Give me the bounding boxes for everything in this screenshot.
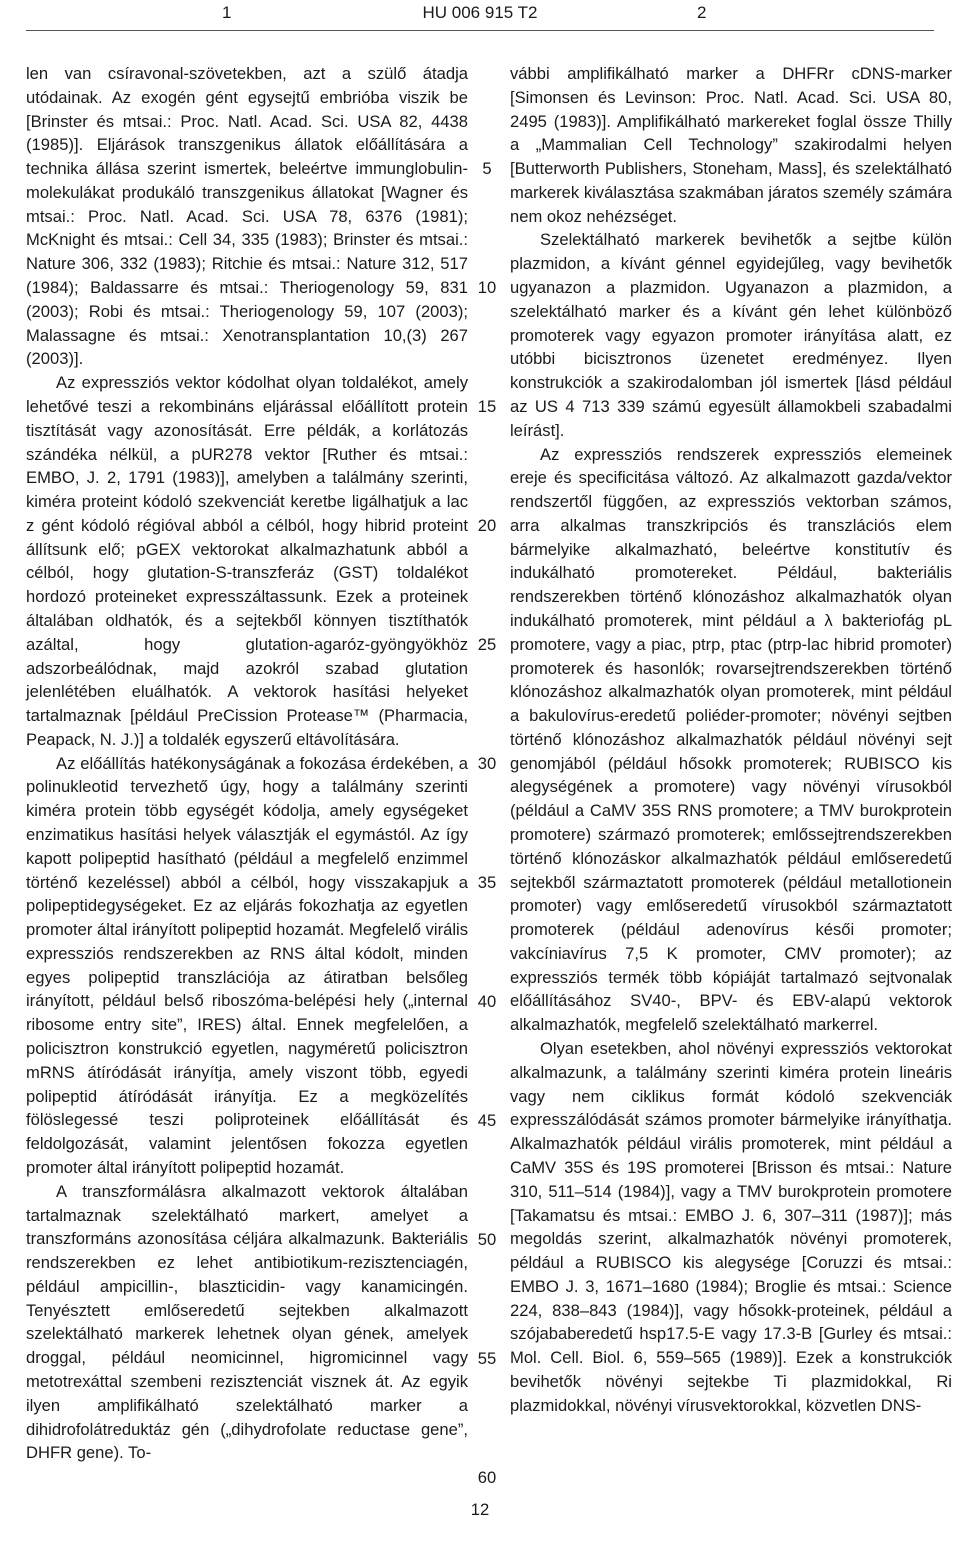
paragraph: Az expressziós vektor kódolhat olyan toldalékot, amely lehetővé teszi a rekombináns eljárással előállított protein tisztítását vagy azonosítását. Erre példák, a korlátozás szándéka nélkül, a pUR278 vektor [Ruther és mtsai.: EMBO, J. 2, 1791 (1983)], amelyben a találmány szerinti, kiméra proteint kódoló szekvenciát keretbe ligálhatjuk a lac z gént kódoló régióval abból a célból, hogy hibrid proteint állítsunk elő; pGEX vektorokat alkalmazhatunk abból a célból, hogy glutation-S-transzferáz (GST) toldalékot hordozó proteineket expresszáltassunk. Ezek a proteinek általában oldhatók, és a sejtekből könnyen tisztíthatók azáltal, hogy glutation-agaróz-gyöngyökhöz adszorbeálódnak, majd azokról szabad glutation jelenlétében eluálhatók. A vektorok hasítási helyeket tartalmaznak [például PreCission Protease™ (Pharmacia, Peapack, N. J.)] a toldalék egyszerű eltávolítására. (26, 373, 468, 749)
line-number: 25 (477, 635, 497, 654)
right-text-column (510, 62, 952, 1418)
paragraph: Az expressziós rendszerek expressziós elemeinek ereje és specificitása változó. Az alkalmazott gazda/vektor rendszertől függően, az expressziós vektorban számos, arra alkalmas transzkripciós és transzlációs elem bármelyike alkalmazható, beleértve konstitutív és indukálható promotereket. Például, bakteriális rendszerekben történő klónozáshoz alkalmazhatók olyan indukálható promoterek, mint például a λ bakteriofág pL promotere, vagy a piac, ptrp, ptac (ptrp-lac hibrid promoter) promoterek és hasonlók; rovarsejtrendszerekben történő klónozáshoz alkalmazhatók olyan promoterek, mint például a bakulovírus-eredetű poliéder-promoter; növényi sejtben történő klónozáshoz alkalmazhatók például növényi sejt genomjából (például hősokk promoterek; RUBISCO kis alegységének a promotere) vagy növényi vírusokból (például a CaMV 35S RNS promotere; a TMV burokprotein promotere) származó promoterek; emlőssejtrendszerekben történő klónozáskor alkalmazhatók például emlőseredetű sejtekből származtatott promoterek (például metallotionein promoter) vagy emlőseredetű vírusokból származtatott promoterek (például adenovírus késői promoter; vakcíniavírus 7,5 K promoter, CMV promoter); az expressziós termék több kópiáját tartalmazó sejtvonalak előállításához SV40-, BPV- és EBV-alapú vektorok alkalmazhatók, megfelelő szelektálható markerrel. (510, 444, 952, 1035)
left-column-number: 1 (222, 3, 232, 22)
line-number: 20 (477, 516, 497, 535)
line-number: 5 (482, 159, 492, 178)
header-divider (26, 30, 934, 31)
right-column-number: 2 (697, 3, 707, 22)
paragraph: vábbi amplifikálható marker a DHFRr cDNS-marker [Simonsen és Levinson: Proc. Natl. Acad. Sci. USA 80, 2495 (1983)]. Amplifikálható markereket foglal össze Thilly a „Mammalian Cell Technology” szakirodalmi helyen [Butterworth Publishers, Stoneham, Mass], és szelektálható markerek kiválasztása szakmában járatos személy számára nem okoz nehézséget. (510, 64, 952, 226)
line-number: 40 (477, 992, 497, 1011)
page-header (0, 0, 960, 34)
page-number: 12 (470, 1500, 490, 1519)
paragraph: A transzformálásra alkalmazott vektorok általában tartalmaznak szelektálható markert, amelyet a transzformáns azonosítása céljára alkalmazunk. Bakteriális rendszerekben ez lehet antibiotikum-rezisztenciagén, például ampicillin-, blaszticidin- vagy kanamicingén. Tenyésztett emlőseredetű sejtekben alkalmazott szelektálható markerek lehetnek olyan gének, amelyek droggal, például neomicinnel, higromicinnel vagy metotrexáttal szembeni rezisztenciát visznek át. Az egyik ilyen amplifikálható szelektálható marker a dihidrofolátreduktáz gén („dihydrofolate reductase gene”, DHFR gene). To- (26, 1181, 468, 1463)
paragraph: len van csíravonal-szövetekben, azt a szülő átadja utódainak. Az exogén gént egysejtű embrióba viszik be [Brinster és mtsai.: Proc. Natl. Acad. Sci. USA 82, 4438 (1985)]. Eljárások transzgenikus állatok előállítására a technika állása szerint ismertek, beleértve immunglobulin-molekulákat produkáló transzgenikus állatokat [Wagner és mtsai.: Proc. Natl. Acad. Sci. USA 78, 6376 (1981); McKnight és mtsai.: Cell 34, 335 (1983); Brinster és mtsai.: Nature 306, 332 (1983); Ritchie és mtsai.: Nature 312, 517 (1984); Baldassarre és mtsai.: Theriogenology 59, 831 (2003); Robi és mtsai.: Theriogenology 59, 107 (2003); Malassagne és mtsai.: Xenotransplantation 10,(3) 267 (2003)]. (26, 64, 468, 369)
line-number: 30 (477, 754, 497, 773)
line-number: 10 (477, 278, 497, 297)
left-text-column (26, 62, 468, 1465)
document-id: HU 006 915 T2 (422, 3, 538, 22)
line-number: 60 (477, 1468, 497, 1487)
paragraph: Olyan esetekben, ahol növényi expressziós vektorokat alkalmazunk, a találmány szerinti kiméra protein lineáris vagy nem ciklikus formát kódoló szekvenciák expresszálódását számos promoter bármelyike irányíthatja. Alkalmazhatók például virális promoterek, mint például a CaMV 35S és 19S promoterei [Brisson és mtsai.: Nature 310, 511–514 (1984)], vagy a TMV burokprotein promotere [Takamatsu és mtsai.: EMBO J. 6, 307–311 (1987)]; más megoldás szerint, alkalmazhatók növényi promoterek, például a RUBISCO kis alegysége [Coruzzi és mtsai.: EMBO J. 3, 1671–1680 (1984); Broglie és mtsai.: Science 224, 838–843 (1984)], vagy hősokk-proteinek, például a szójababeredetű hsp17.5-E vagy 17.3-B [Gurley és mtsai.: Mol. Cell. Biol. 6, 559–565 (1989)]. Ezek a konstrukciók bevihetők növényi sejtekbe Ti plazmidokkal, Ri plazmidokkal, növényi vírusvektorokkal, közvetlen DNS- (510, 1039, 952, 1415)
paragraph: Szelektálható markerek bevihetők a sejtbe külön plazmidon, a kívánt génnel egyidejűleg, vagy bevihetők ugyanazon a plazmidon. Ugyanazon a plazmidon, a szelektálható marker és a kívánt gén lehet különböző promoterek vagy egyazon promoter irányítása alatt, ez utóbbi bicisztronos üzenetet eredményez. Ilyen konstrukciók a szakirodalomban jól ismertek [lásd például az US 4 713 339 számú egyesült államokbeli szabadalmi leírást]. (510, 230, 952, 440)
paragraph: Az előállítás hatékonyságának a fokozása érdekében, a polinukleotid tervezhető úgy, hogy a találmány szerinti kiméra protein több egységét kódolja, amely egységeket enzimatikus hasítási helyek választják el egymástól. Az így kapott polipeptid hasítható (például a megfelelő enzimmel történő kezeléssel) abból a célból, hogy visszakapjuk a polipeptidegységeket. Ez az eljárás fokozhatja az egyetlen promoter által irányított polipeptid hozamát. Megfelelő virális expressziós rendszerekben az RNS által kódolt, minden egyes polipeptid transzlációja az átiratban belsőleg irányított, például belső riboszóma-belépési hely („internal ribosome entry site”, IRES) által. Ennek megfelelően, a policisztron konstrukció egyetlen, nagyméretű policisztron mRNS átíródását irányítja, amely viszont több, egyedi polipeptid átíródását irányítja. Ez a megközelítés fölöslegessé teszi poliproteinek előállítását és feldolgozását, valamint jelentősen fokozza egyetlen promoter által irányított polipeptid hozamát. (26, 753, 468, 1177)
line-number: 55 (477, 1349, 497, 1368)
line-number: 35 (477, 873, 497, 892)
line-number: 45 (477, 1111, 497, 1130)
line-number: 50 (477, 1230, 497, 1249)
line-number: 15 (477, 397, 497, 416)
